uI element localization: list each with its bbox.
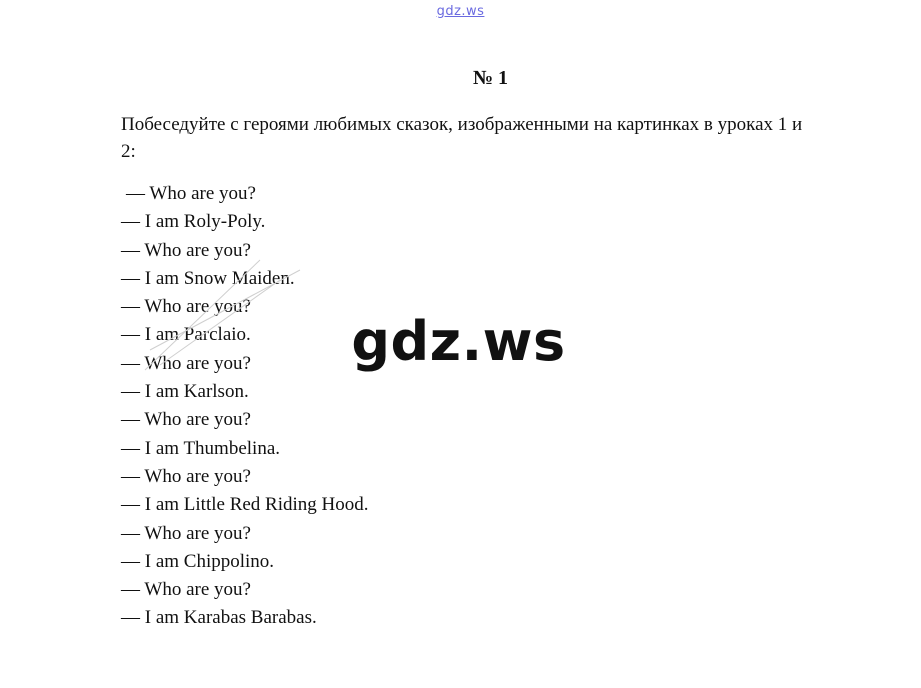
dialogue-line: — I am Roly-Poly. <box>121 211 266 233</box>
dialogue-line: — I am Snow Maiden. <box>121 267 295 289</box>
dialogue-line: — Who are you? <box>121 296 251 318</box>
top-watermark: gdz.ws <box>436 4 485 19</box>
dialogue-line: — Who are you? <box>121 409 251 431</box>
dialogue-line: — I am Thumbelina. <box>121 437 281 459</box>
center-watermark: gdz.ws <box>351 310 566 373</box>
dialogue-line: — Who are you? <box>121 352 251 374</box>
task-number: № 1 <box>472 67 509 89</box>
dialogue-line: — Who are you? <box>121 465 251 487</box>
instruction-text: Побеседуйте с героями любимых сказок, изображенными на картинках в уроках 1 и 2: <box>121 114 803 162</box>
dialogue-line: — I am Little Red Riding Hood. <box>121 494 369 516</box>
dialogue-line: — I am Chippolino. <box>121 550 275 572</box>
dialogue-line: — Who are you? <box>121 579 251 601</box>
dialogue-line: — Who are you? <box>126 183 256 204</box>
dialogue-line: — Who are you? <box>121 522 251 544</box>
dialogue-line: — I am Karlson. <box>121 381 249 403</box>
dialogue-line: — I am Parclaio. <box>121 324 251 346</box>
dialogue-line: — I am Karabas Barabas. <box>121 607 317 629</box>
dialogue-line: — Who are you? <box>121 239 251 261</box>
